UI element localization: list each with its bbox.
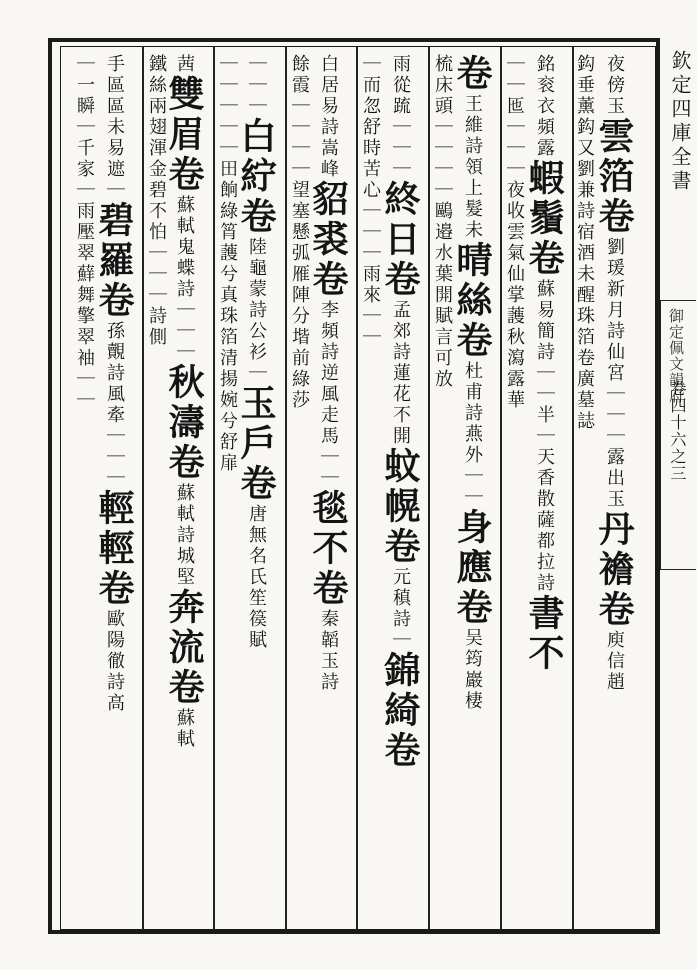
- annotation-text: ｜｜｜｜｜田餉綠筲䕶: [217, 54, 238, 264]
- annotation-text: 白居易詩嵩峰: [318, 54, 339, 180]
- annotation-text: 歐陽徹詩高: [104, 609, 125, 714]
- annotation-text: ｜｜｜夜收雲氣仙掌䕶秋瀉露華: [504, 117, 525, 411]
- annotation-text: 杜甫詩燕外｜｜: [462, 361, 483, 508]
- annotation-text: 陸龜蒙詩公衫｜: [246, 237, 267, 384]
- annotation-text: 元稹詩｜: [390, 567, 411, 651]
- text-column: [593, 54, 635, 924]
- annotation-text: ｜雨壓翠蘚舞: [74, 180, 95, 306]
- annotation-text: ｜望塞懸弧雁陣分: [289, 159, 310, 327]
- annotation-text: 鐵絲兩翅渾金碧: [146, 54, 167, 201]
- annotation-text: 劉瑗新月詩仙宮｜｜｜露出玉: [604, 237, 625, 510]
- annotation-text: 吴筠巖棲: [462, 628, 483, 712]
- annotation-text: 夜傍玉: [604, 54, 625, 117]
- headword: 終日卷: [379, 180, 421, 300]
- volume-label: 卷四十六之三: [668, 380, 687, 482]
- headword: 奔流卷: [163, 588, 205, 708]
- annotation-text: 雨來｜｜: [360, 264, 381, 348]
- annotation-text: ｜一瞬｜千家: [74, 54, 95, 180]
- annotation-text: 擎翠袖｜｜: [74, 306, 95, 411]
- headword: 秋濤卷: [163, 363, 205, 483]
- annotation-text: 薰鈎又劉兼詩宿酒未醒珠箔卷: [574, 96, 595, 369]
- headword: 雲箔卷: [593, 117, 635, 237]
- headword: 錦綺卷: [379, 651, 421, 771]
- headword: 毯不卷: [307, 489, 349, 609]
- annotation-text: 蘇軾詩城堅: [174, 483, 195, 588]
- headword: 晴絲卷: [451, 241, 493, 361]
- annotation-text: 秦韜玉詩: [318, 609, 339, 693]
- book-title: 欽定四庫全書: [668, 50, 692, 194]
- text-column: [500, 54, 528, 924]
- headword: 貂裘卷: [307, 180, 349, 300]
- headword: 卷: [451, 54, 493, 94]
- annotation-text: ｜而忽舒: [360, 54, 381, 138]
- annotation-text: 餘霞｜｜｜: [289, 54, 310, 159]
- text-column: [379, 54, 421, 924]
- annotation-text: 詩側: [146, 306, 167, 348]
- text-column: [428, 54, 456, 924]
- headword: 丹襜卷: [593, 510, 635, 630]
- book-subtitle: 御定佩文韻府: [667, 308, 685, 404]
- headword: 玉戶卷: [235, 384, 277, 504]
- annotation-text: ｜鷗邉水葉開: [432, 180, 453, 306]
- annotation-text: 庾信趙: [604, 630, 625, 693]
- annotation-text: 手區區未易遮｜: [104, 54, 125, 201]
- text-column: [93, 54, 135, 924]
- headword: 書不: [523, 594, 565, 674]
- annotation-text: 時苦心｜｜｜: [360, 138, 381, 264]
- annotation-text: ｜｜匜: [504, 54, 525, 117]
- annotation-text: 茜: [174, 54, 195, 75]
- annotation-text: 蘇軾鬼蝶詩｜｜｜: [174, 195, 195, 363]
- headword: 蚊幌卷: [379, 447, 421, 567]
- annotation-text: 蘇軾: [174, 708, 195, 750]
- text-column: [235, 54, 277, 924]
- annotation-text: 孫覿詩風牽｜｜｜: [104, 321, 125, 489]
- annotation-text: ｜｜｜: [246, 54, 267, 117]
- headword: 身應卷: [451, 508, 493, 628]
- headword: 蝦鬚卷: [523, 159, 565, 279]
- headword: 碧羅卷: [93, 201, 135, 321]
- text-column: [451, 54, 493, 924]
- annotation-text: 雨從䟽｜｜｜: [390, 54, 411, 180]
- annotation-text: 孟郊詩蓮花不開: [390, 300, 411, 447]
- annotation-text: 唐無名氏笙篌賦: [246, 504, 267, 651]
- annotation-text: 賦言可放: [432, 306, 453, 390]
- annotation-text: 兮真珠箔清揚婉兮舒扉: [217, 264, 238, 474]
- text-column: [70, 54, 98, 924]
- text-column: [307, 54, 349, 924]
- text-column: [213, 54, 241, 924]
- annotation-text: 蘇易簡詩｜｜半｜天香散薩都拉詩: [534, 279, 555, 594]
- annotation-text: 堦前綠莎: [289, 327, 310, 411]
- text-column: [523, 54, 565, 924]
- annotation-text: 梳床頭｜｜｜: [432, 54, 453, 180]
- annotation-text: 銘衮衣頻露: [534, 54, 555, 159]
- text-column: [570, 54, 598, 924]
- annotation-text: 李頻詩逆風走馬｜｜: [318, 300, 339, 489]
- annotation-text: 鈎垂: [574, 54, 595, 96]
- text-column: [356, 54, 384, 924]
- text-column: [285, 54, 313, 924]
- text-column: [163, 54, 205, 924]
- headword: 白紵卷: [235, 117, 277, 237]
- text-column: [142, 54, 170, 924]
- headword: 輕輕卷: [93, 489, 135, 609]
- headword: 雙眉卷: [163, 75, 205, 195]
- annotation-text: 廣墓誌: [574, 369, 595, 432]
- annotation-text: 王維詩領上髮未: [462, 94, 483, 241]
- annotation-text: 不怕｜｜｜: [146, 201, 167, 306]
